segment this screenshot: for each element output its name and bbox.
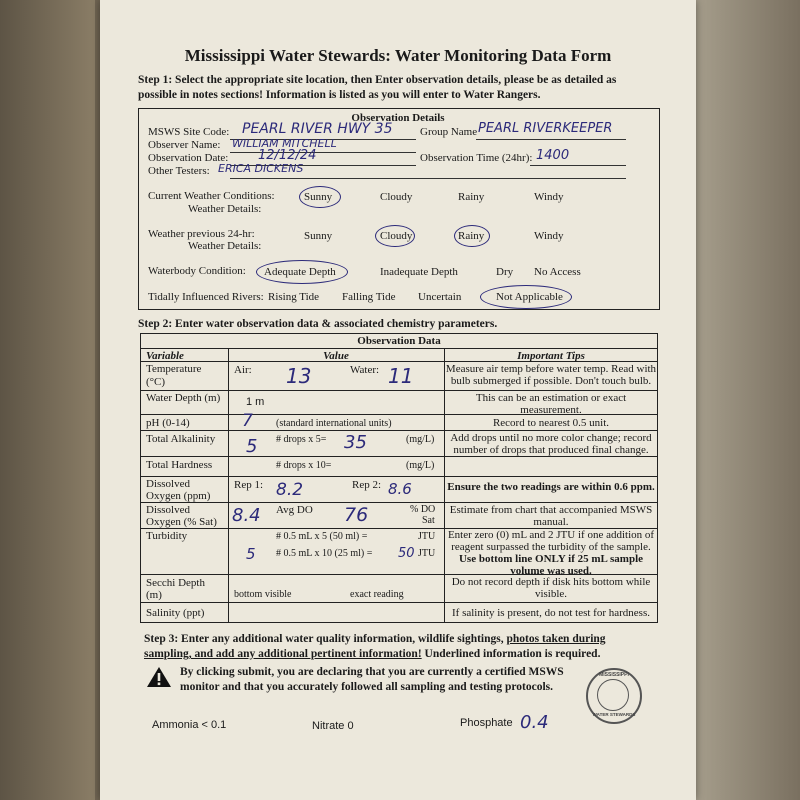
previous-weather-cloudy[interactable]: Cloudy <box>380 230 413 242</box>
do-sat-percent-value[interactable]: 76 <box>344 504 369 526</box>
table-row-divider <box>140 430 658 431</box>
salinity-tip: If salinity is present, do not test for hardness. <box>452 607 650 619</box>
tidal-uncertain[interactable]: Uncertain <box>418 291 462 303</box>
observation-date-label: Observation Date: <box>148 152 229 164</box>
temperature-tip <box>444 363 658 387</box>
alkalinity-tip <box>444 432 658 456</box>
hardness-label: Total Hardness <box>146 459 213 471</box>
previous-weather-windy[interactable]: Windy <box>534 230 564 242</box>
waterbody-adequate-depth[interactable]: Adequate Depth <box>264 266 336 278</box>
rep1-label: Rep 1: <box>234 479 264 491</box>
group-name-line <box>476 139 626 140</box>
observation-time-line <box>530 165 626 166</box>
waterbody-condition-label: Waterbody Condition: <box>148 265 246 277</box>
water-temp-label: Water: <box>350 364 380 376</box>
selection-circle-not-applicable <box>480 285 572 309</box>
turbidity-result2[interactable]: 50 <box>398 546 415 561</box>
selection-circle-cloudy <box>375 225 415 247</box>
previous-weather-details-label: Weather Details: <box>188 240 262 252</box>
turbidity-formula1: # 0.5 mL x 5 (50 ml) = <box>276 531 368 542</box>
water-depth-tip <box>444 392 658 416</box>
step1-instructions-line1: Step 1: Select the appropriate site location, then Enter observation details, please be as detailed as <box>138 74 617 86</box>
rep1-value[interactable]: 8.2 <box>276 480 304 500</box>
do-sat-tip-line2: manual. <box>533 516 569 528</box>
certification-line2: monitor and that you accurately followed all sampling and testing protocols. <box>180 681 554 693</box>
step3-line1-underlined: photos taken during <box>506 633 606 645</box>
turbidity-tip <box>444 529 658 577</box>
avg-do-label: Avg DO <box>276 504 313 516</box>
do-sat-label2: Oxygen (% Sat) <box>146 516 217 528</box>
rep2-label: Rep 2: <box>352 479 382 491</box>
secchi-tip-line2: visible. <box>534 588 568 600</box>
alkalinity-formula: # drops x 5= <box>276 434 327 445</box>
step3-line2 <box>144 648 600 660</box>
alkalinity-tip-line1: Add drops until no more color change; record <box>450 432 652 444</box>
previous-weather-sunny[interactable]: Sunny <box>304 230 333 242</box>
previous-weather-label: Weather previous 24-hr: <box>148 228 255 240</box>
current-weather-cloudy[interactable]: Cloudy <box>380 191 413 203</box>
group-name-label: Group Name <box>420 126 478 138</box>
selection-circle-adequate-depth <box>256 260 348 284</box>
seal-top-text: MISSISSIPPI <box>599 672 629 678</box>
group-name-value[interactable]: PEARL RIVERKEEPER <box>478 121 613 136</box>
current-weather-details-label: Weather Details: <box>188 203 262 215</box>
hardness-unit: (mg/L) <box>406 460 435 471</box>
background-left <box>0 0 95 800</box>
alkalinity-tip-line2: number of drops that produced final change. <box>453 444 649 456</box>
air-temp-value[interactable]: 13 <box>286 364 312 388</box>
turbidity-tip-line3: Use bottom line ONLY if 25 mL sample <box>458 553 644 565</box>
salinity-label: Salinity (ppt) <box>146 607 205 619</box>
table-row-divider <box>140 502 658 503</box>
do-ppm-label2: Oxygen (ppm) <box>146 490 211 502</box>
form-title: Mississippi Water Stewards: Water Monitoring Data Form <box>184 46 612 65</box>
water-depth-value[interactable]: 1 m <box>246 396 265 408</box>
secchi-exact-reading[interactable]: exact reading <box>350 589 404 600</box>
secchi-tip-line1: Do not record depth if disk hits bottom while <box>451 576 651 588</box>
table-row-divider <box>140 476 658 477</box>
observer-name-label: Observer Name: <box>148 139 221 151</box>
ph-note: (standard international units) <box>276 418 392 429</box>
table-row-divider <box>140 456 658 457</box>
ph-label: pH (0-14) <box>146 417 190 429</box>
do-sat-unit1: % DO <box>410 504 436 515</box>
observation-details-title: Observation Details <box>351 112 445 124</box>
tidal-rivers-label: Tidally Influenced Rivers: <box>148 291 264 303</box>
do-sat-unit2: Sat <box>422 515 435 526</box>
mississippi-water-stewards-seal <box>586 668 642 724</box>
phosphate-label: Phosphate <box>460 717 513 729</box>
water-depth-tip-line1: This can be an estimation or exact <box>475 392 627 404</box>
temperature-tip-line1: Measure air temp before water temp. Read with <box>445 363 657 375</box>
site-code-value[interactable]: PEARL RIVER HWY 35 <box>242 121 393 137</box>
observer-name-value[interactable]: WILLIAM MITCHELL <box>232 137 337 150</box>
step3-line2-text: Underlined information is required. <box>421 648 601 660</box>
site-code-label: MSWS Site Code: <box>148 126 230 138</box>
selection-circle-sunny <box>299 186 341 208</box>
do-sat-label1: Dissolved <box>146 504 190 516</box>
turbidity-tip-line2: reagent surpassed the turbidity of the sample. <box>451 541 651 553</box>
seal-bottom-text: WATER STEWARDS <box>592 712 636 717</box>
step3-line1-text: Step 3: Enter any additional water quality information, wildlife sightings, <box>144 633 507 645</box>
table-row-divider <box>140 390 658 391</box>
phosphate-value[interactable]: 0.4 <box>520 712 549 733</box>
previous-weather-rainy[interactable]: Rainy <box>458 230 485 242</box>
warning-icon <box>146 666 172 688</box>
tidal-falling-tide[interactable]: Falling Tide <box>342 291 396 303</box>
turbidity-drops-value[interactable]: 5 <box>246 545 256 563</box>
do-ppm-tip: Ensure the two readings are within 0.6 ppm. <box>447 481 655 493</box>
alkalinity-result[interactable]: 35 <box>344 432 367 453</box>
column-header-value: Value <box>323 350 349 362</box>
do-sat-value[interactable]: 8.4 <box>232 505 261 526</box>
water-depth-label: Water Depth (m) <box>146 392 221 404</box>
table-row-divider <box>140 602 658 603</box>
tidal-rising-tide[interactable]: Rising Tide <box>268 291 320 303</box>
form-paper <box>100 0 696 800</box>
secchi-label1: Secchi Depth <box>146 577 205 589</box>
hardness-formula: # drops x 10= <box>276 460 332 471</box>
waterbody-dry[interactable]: Dry <box>496 266 514 278</box>
do-sat-tip-line1: Estimate from chart that accompanied MSWS <box>449 504 653 516</box>
turbidity-label: Turbidity <box>146 530 188 542</box>
certification-line1: By clicking submit, you are declaring that you are currently a certified MSWS <box>180 666 564 678</box>
secchi-bottom-visible[interactable]: bottom visible <box>234 589 292 600</box>
observation-data-title: Observation Data <box>357 335 441 347</box>
alkalinity-drops-value[interactable]: 5 <box>246 436 258 457</box>
rep2-value[interactable]: 8.6 <box>388 480 412 498</box>
alkalinity-label: Total Alkalinity <box>146 433 216 445</box>
turbidity-tip-line4: volume was used. <box>510 565 592 577</box>
do-ppm-label1: Dissolved <box>146 478 190 490</box>
current-weather-sunny[interactable]: Sunny <box>304 191 333 203</box>
current-weather-label: Current Weather Conditions: <box>148 190 275 202</box>
nitrate-reading[interactable]: Nitrate 0 <box>312 720 354 732</box>
waterbody-inadequate-depth[interactable]: Inadequate Depth <box>380 266 458 278</box>
alkalinity-unit: (mg/L) <box>406 434 435 445</box>
air-temp-label: Air: <box>234 364 252 376</box>
table-row-divider <box>140 348 658 349</box>
secchi-tip <box>444 576 658 600</box>
step2-heading: Step 2: Enter water observation data & associated chemistry parameters. <box>138 318 498 330</box>
current-weather-rainy[interactable]: Rainy <box>458 191 485 203</box>
table-column-divider <box>228 348 229 622</box>
ph-tip: Record to nearest 0.5 unit. <box>492 417 610 429</box>
observation-time-label: Observation Time (24hr): <box>420 152 533 164</box>
other-testers-label: Other Testers: <box>148 165 210 177</box>
ammonia-reading[interactable]: Ammonia < 0.1 <box>152 719 227 731</box>
turbidity-formula2: # 0.5 mL x 10 (25 ml) = <box>276 548 373 559</box>
water-temp-value[interactable]: 11 <box>388 364 414 388</box>
seal-inner-ring <box>597 679 629 711</box>
turbidity-unit1: JTU <box>418 531 436 542</box>
background-right <box>690 0 800 800</box>
temperature-label: Temperature <box>146 363 202 375</box>
tidal-not-applicable[interactable]: Not Applicable <box>496 291 563 303</box>
column-header-tips: Important Tips <box>517 350 585 362</box>
step1-instructions-line2: possible in notes sections! Information is listed as you will enter to Water Rangers. <box>138 89 541 101</box>
step3-line2-underlined: sampling, and add any additional pertinent information! <box>144 648 422 660</box>
other-testers-value[interactable]: ERICA DICKENS <box>218 162 304 175</box>
turbidity-unit2: JTU <box>418 548 436 559</box>
step3-line1 <box>144 633 606 645</box>
observation-time-value[interactable]: 1400 <box>536 148 570 163</box>
do-sat-tip <box>444 504 658 528</box>
ph-value[interactable]: 7 <box>242 411 253 431</box>
temperature-unit: (°C) <box>146 376 166 388</box>
selection-circle-rainy <box>454 225 490 247</box>
other-testers-line <box>230 178 626 179</box>
observation-date-value[interactable]: 12/12/24 <box>258 148 317 163</box>
current-weather-windy[interactable]: Windy <box>534 191 564 203</box>
secchi-label2: (m) <box>146 589 162 601</box>
column-header-variable: Variable <box>146 350 184 362</box>
temperature-tip-line2: bulb submerged if possible. Don't touch bulb. <box>450 375 652 387</box>
waterbody-no-access[interactable]: No Access <box>534 266 581 278</box>
water-depth-tip-line2: measurement. <box>520 404 582 416</box>
turbidity-tip-line1: Enter zero (0) mL and 2 JTU if one addition of <box>447 529 655 541</box>
